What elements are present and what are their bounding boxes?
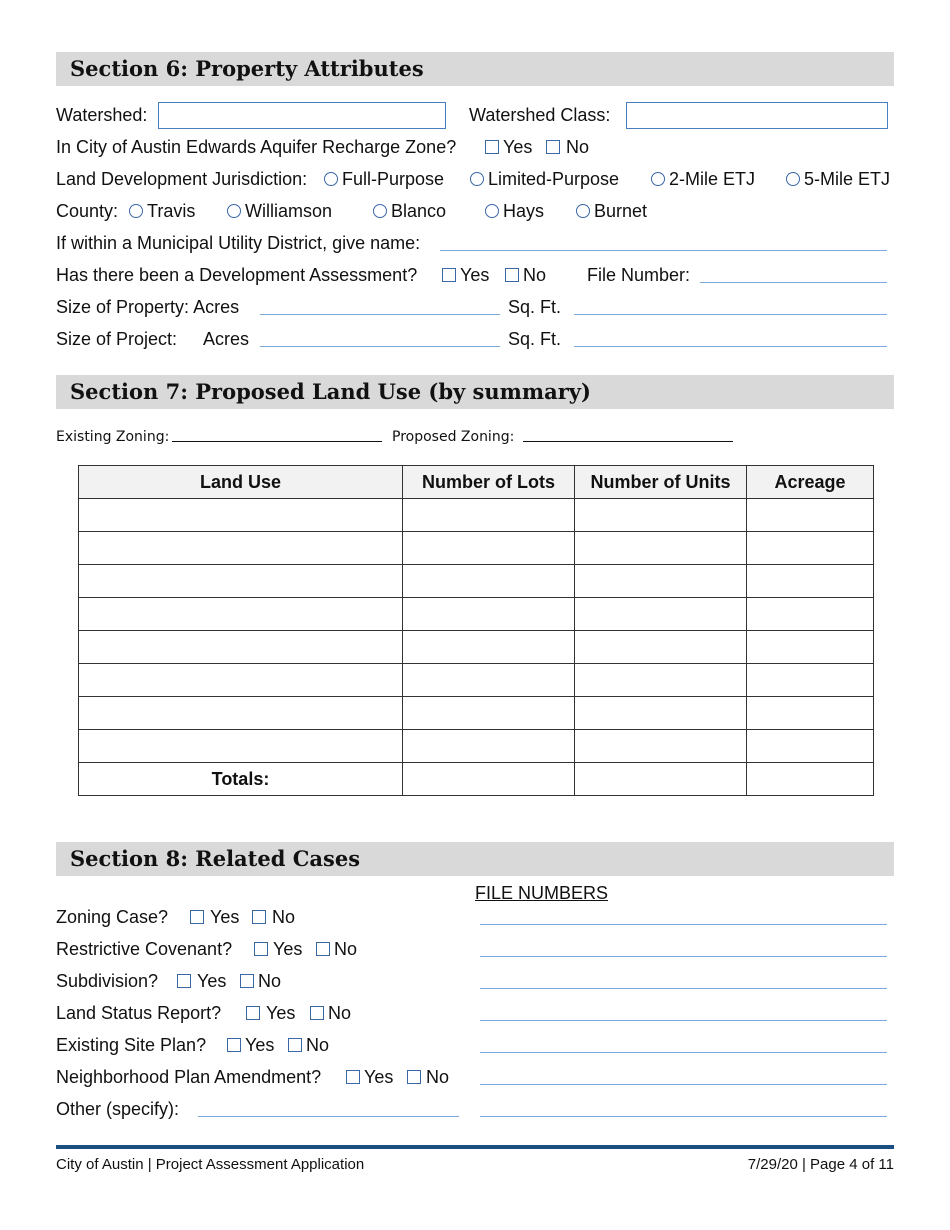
subdivision-no-checkbox[interactable] <box>240 974 254 988</box>
zoning-case-no-label: No <box>272 907 296 927</box>
neighborhood-plan-no-checkbox[interactable] <box>407 1070 421 1084</box>
jurisdiction-label: Land Development Jurisdiction: <box>56 169 308 189</box>
jurisdiction-2-mile-etj-radio[interactable] <box>651 172 665 186</box>
county-option-label: Williamson <box>245 201 333 221</box>
land-use-cell[interactable] <box>79 598 403 631</box>
property-sqft-label: Sq. Ft. <box>508 297 562 317</box>
footer-divider <box>56 1145 894 1149</box>
project-acres-input[interactable] <box>260 346 500 347</box>
site-plan-file-input[interactable] <box>480 1052 887 1053</box>
restrictive-covenant-label: Restrictive Covenant? <box>56 939 233 959</box>
lots-cell[interactable] <box>403 697 575 730</box>
lots-cell[interactable] <box>403 598 575 631</box>
table-row <box>79 532 874 565</box>
acreage-cell[interactable] <box>747 499 874 532</box>
zoning-case-yes-checkbox[interactable] <box>190 910 204 924</box>
neighborhood-plan-no-label: No <box>426 1067 450 1087</box>
number-of-lots-header: Number of Lots <box>403 466 575 499</box>
jurisdiction-option-label: 5-Mile ETJ <box>804 169 891 189</box>
recharge-yes-label: Yes <box>503 137 533 157</box>
existing-zoning-label: Existing Zoning: <box>56 429 170 445</box>
neighborhood-plan-yes-checkbox[interactable] <box>346 1070 360 1084</box>
property-acres-input[interactable] <box>260 314 500 315</box>
recharge-zone-label: In City of Austin Edwards Aquifer Recharge Zone? <box>56 137 457 157</box>
file-number-label: File Number: <box>587 265 691 285</box>
watershed-input[interactable] <box>158 102 446 129</box>
section-6-header: Section 6: Property Attributes <box>56 52 894 86</box>
subdivision-yes-label: Yes <box>197 971 227 991</box>
recharge-no-checkbox[interactable] <box>546 140 560 154</box>
county-burnet-radio[interactable] <box>576 204 590 218</box>
zoning-case-file-input[interactable] <box>480 924 887 925</box>
jurisdiction-option-label: Limited-Purpose <box>488 169 620 189</box>
county-option-label: Blanco <box>391 201 447 221</box>
table-row <box>79 664 874 697</box>
acreage-total-cell[interactable] <box>747 763 874 796</box>
jurisdiction-full-purpose-radio[interactable] <box>324 172 338 186</box>
acreage-cell[interactable] <box>747 532 874 565</box>
zoning-case-yes-label: Yes <box>210 907 240 927</box>
dev-assessment-yes-checkbox[interactable] <box>442 268 456 282</box>
file-number-input[interactable] <box>700 282 887 283</box>
land-use-cell[interactable] <box>79 532 403 565</box>
acreage-cell[interactable] <box>747 631 874 664</box>
lots-cell[interactable] <box>403 730 575 763</box>
number-of-units-header: Number of Units <box>575 466 747 499</box>
acreage-cell[interactable] <box>747 565 874 598</box>
units-cell[interactable] <box>575 532 747 565</box>
restrictive-covenant-yes-label: Yes <box>273 939 303 959</box>
recharge-yes-checkbox[interactable] <box>485 140 499 154</box>
zoning-case-label: Zoning Case? <box>56 907 169 927</box>
existing-zoning-input[interactable] <box>172 441 382 442</box>
acreage-cell[interactable] <box>747 730 874 763</box>
proposed-zoning-input[interactable] <box>523 441 733 442</box>
land-use-table <box>78 465 874 796</box>
acreage-header: Acreage <box>747 466 874 499</box>
jurisdiction-option-label: Full-Purpose <box>342 169 445 189</box>
table-row <box>79 565 874 598</box>
land-status-no-checkbox[interactable] <box>310 1006 324 1020</box>
dev-assessment-label: Has there been a Development Assessment? <box>56 265 418 285</box>
table-row <box>79 598 874 631</box>
lots-cell[interactable] <box>403 499 575 532</box>
units-total-cell[interactable] <box>575 763 747 796</box>
restrictive-covenant-no-checkbox[interactable] <box>316 942 330 956</box>
acreage-cell[interactable] <box>747 598 874 631</box>
site-plan-no-checkbox[interactable] <box>288 1038 302 1052</box>
land-use-header: Land Use <box>79 466 403 499</box>
units-cell[interactable] <box>575 631 747 664</box>
other-specify-input[interactable] <box>198 1116 459 1117</box>
section-8-header: Section 8: Related Cases <box>56 842 894 876</box>
units-cell[interactable] <box>575 598 747 631</box>
dev-assessment-no-checkbox[interactable] <box>505 268 519 282</box>
section-7-header: Section 7: Proposed Land Use (by summary) <box>56 375 894 409</box>
lots-cell[interactable] <box>403 664 575 697</box>
restrictive-covenant-file-input[interactable] <box>480 956 887 957</box>
table-row <box>79 499 874 532</box>
lots-cell[interactable] <box>403 631 575 664</box>
size-property-label: Size of Property: Acres <box>56 297 240 317</box>
jurisdiction-option-label: 2-Mile ETJ <box>669 169 756 189</box>
site-plan-yes-checkbox[interactable] <box>227 1038 241 1052</box>
subdivision-label: Subdivision? <box>56 971 159 991</box>
land-status-yes-label: Yes <box>266 1003 296 1023</box>
land-use-cell[interactable] <box>79 664 403 697</box>
table-row <box>79 697 874 730</box>
site-plan-yes-label: Yes <box>245 1035 275 1055</box>
units-cell[interactable] <box>575 664 747 697</box>
neighborhood-plan-label: Neighborhood Plan Amendment? <box>56 1067 322 1087</box>
restrictive-covenant-no-label: No <box>334 939 358 959</box>
existing-site-plan-label: Existing Site Plan? <box>56 1035 207 1055</box>
neighborhood-plan-file-input[interactable] <box>480 1084 887 1085</box>
dev-assessment-yes-label: Yes <box>460 265 490 285</box>
footer-page-info: 7/29/20 | Page 4 of 11 <box>747 1156 894 1173</box>
county-travis-radio[interactable] <box>129 204 143 218</box>
mud-label: If within a Municipal Utility District, give name: <box>56 233 421 253</box>
recharge-no-label: No <box>566 137 590 157</box>
acreage-cell[interactable] <box>747 697 874 730</box>
watershed-class-label: Watershed Class: <box>469 105 611 125</box>
property-sqft-input[interactable] <box>574 314 887 315</box>
land-use-cell[interactable] <box>79 730 403 763</box>
neighborhood-plan-yes-label: Yes <box>364 1067 394 1087</box>
county-williamson-radio[interactable] <box>227 204 241 218</box>
totals-label: Totals: <box>79 763 403 796</box>
county-option-label: Travis <box>147 201 196 221</box>
zoning-case-no-checkbox[interactable] <box>252 910 266 924</box>
jurisdiction-5-mile-etj-radio[interactable] <box>786 172 800 186</box>
subdivision-yes-checkbox[interactable] <box>177 974 191 988</box>
dev-assessment-no-label: No <box>523 265 547 285</box>
land-use-cell[interactable] <box>79 697 403 730</box>
proposed-zoning-label: Proposed Zoning: <box>392 429 515 445</box>
land-status-file-input[interactable] <box>480 1020 887 1021</box>
totals-row <box>79 763 874 796</box>
other-file-input[interactable] <box>480 1116 887 1117</box>
units-cell[interactable] <box>575 499 747 532</box>
table-header-row <box>79 466 874 499</box>
size-project-label: Size of Project: <box>56 329 178 349</box>
lots-total-cell[interactable] <box>403 763 575 796</box>
project-sqft-label: Sq. Ft. <box>508 329 562 349</box>
units-cell[interactable] <box>575 697 747 730</box>
land-status-report-label: Land Status Report? <box>56 1003 222 1023</box>
lots-cell[interactable] <box>403 565 575 598</box>
county-blanco-radio[interactable] <box>373 204 387 218</box>
subdivision-file-input[interactable] <box>480 988 887 989</box>
footer-left-text: City of Austin | Project Assessment Application <box>56 1156 365 1173</box>
lots-cell[interactable] <box>403 532 575 565</box>
restrictive-covenant-yes-checkbox[interactable] <box>254 942 268 956</box>
other-specify-label: Other (specify): <box>56 1099 180 1119</box>
county-option-label: Hays <box>503 201 545 221</box>
table-row <box>79 631 874 664</box>
land-status-no-label: No <box>328 1003 352 1023</box>
land-use-cell[interactable] <box>79 631 403 664</box>
watershed-label: Watershed: <box>56 105 148 125</box>
project-sqft-input[interactable] <box>574 346 887 347</box>
units-cell[interactable] <box>575 730 747 763</box>
jurisdiction-limited-purpose-radio[interactable] <box>470 172 484 186</box>
county-hays-radio[interactable] <box>485 204 499 218</box>
county-label: County: <box>56 201 119 221</box>
project-acres-label: Acres <box>203 329 250 349</box>
units-cell[interactable] <box>575 565 747 598</box>
table-row <box>79 730 874 763</box>
county-option-label: Burnet <box>594 201 648 221</box>
subdivision-no-label: No <box>258 971 282 991</box>
land-status-yes-checkbox[interactable] <box>246 1006 260 1020</box>
watershed-class-input[interactable] <box>626 102 888 129</box>
land-use-cell[interactable] <box>79 499 403 532</box>
land-use-cell[interactable] <box>79 565 403 598</box>
acreage-cell[interactable] <box>747 664 874 697</box>
site-plan-no-label: No <box>306 1035 330 1055</box>
mud-name-input[interactable] <box>440 250 887 251</box>
file-numbers-header: FILE NUMBERS <box>475 883 609 903</box>
